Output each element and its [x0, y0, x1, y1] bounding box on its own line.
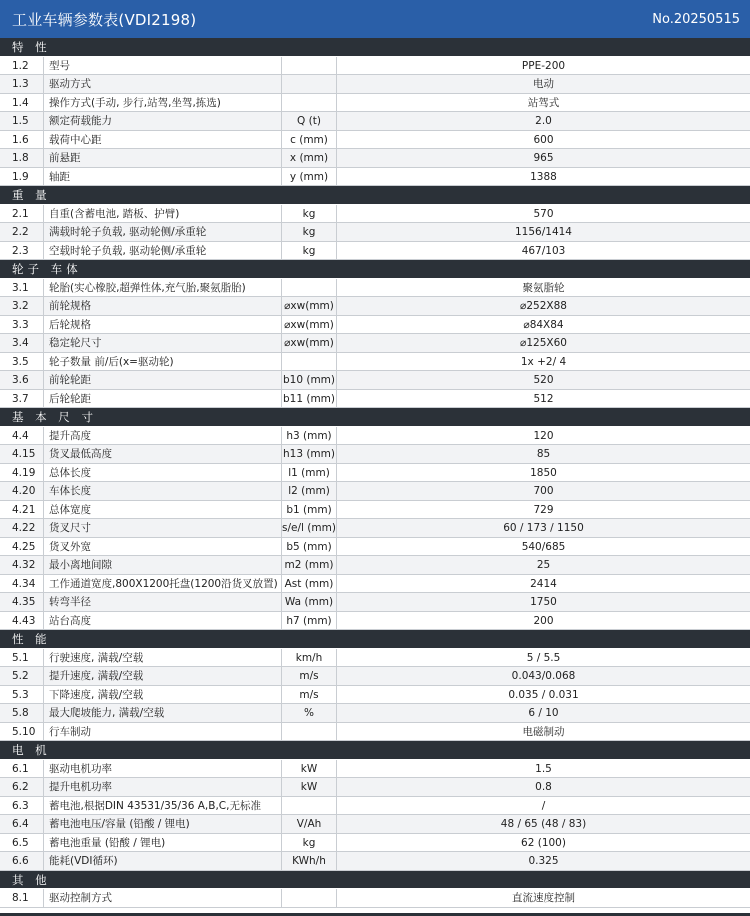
row-parameter: 行车制动 [44, 723, 282, 741]
row-parameter: 最大爬坡能力, 满载/空载 [44, 704, 282, 722]
table-row [0, 445, 750, 464]
table-row [0, 353, 750, 372]
row-parameter: 前轮轮距 [44, 371, 282, 389]
row-value: ⌀125X60 [520, 337, 567, 349]
row-value: 60 / 173 / 1150 [503, 522, 584, 534]
row-parameter: 满载时轮子负载, 驱动轮侧/承重轮 [44, 223, 282, 241]
table-row [0, 760, 750, 779]
row-value: 直流速度控制 [512, 892, 575, 904]
row-value: 0.035 / 0.031 [508, 688, 579, 701]
row-parameter: 工作通道宽度,800X1200托盘(1200沿货叉放置) [44, 575, 282, 593]
row-number: 6.5 [0, 834, 44, 852]
row-number: 5.10 [0, 723, 44, 741]
table-row [0, 297, 750, 316]
row-unit: m/s [282, 667, 337, 685]
table-row [0, 889, 750, 908]
table-row [0, 704, 750, 723]
row-value: 120 [533, 429, 554, 442]
row-unit: b1 (mm) [282, 501, 337, 519]
row-parameter: 额定荷载能力 [44, 112, 282, 130]
row-parameter: 货叉尺寸 [44, 519, 282, 537]
row-number: 8.1 [0, 889, 44, 907]
row-parameter: 驱动方式 [44, 75, 282, 93]
row-number: 4.32 [0, 556, 44, 574]
table-row [0, 390, 750, 409]
row-number: 4.20 [0, 482, 44, 500]
section-header: 性 能 [0, 630, 750, 649]
section-header: 特 性 [0, 38, 750, 57]
row-unit [282, 797, 337, 815]
row-unit: h3 (mm) [282, 427, 337, 445]
row-parameter: 提升高度 [44, 427, 282, 445]
row-value: 965 [533, 152, 554, 164]
table-row [0, 149, 750, 168]
table-row [0, 797, 750, 816]
row-unit: x (mm) [282, 149, 337, 167]
row-unit: Q (t) [282, 112, 337, 130]
row-number: 4.19 [0, 464, 44, 482]
row-parameter: 前悬距 [44, 149, 282, 167]
row-number: 5.1 [0, 649, 44, 667]
table-row [0, 815, 750, 834]
row-unit: KWh/h [282, 852, 337, 870]
row-number: 6.2 [0, 778, 44, 796]
table-row [0, 205, 750, 224]
row-value: 1x +2/ 4 [520, 355, 567, 368]
row-unit [282, 723, 337, 741]
row-unit: kg [282, 834, 337, 852]
row-parameter: 车体长度 [44, 482, 282, 500]
row-parameter: 货叉外宽 [44, 538, 282, 556]
row-unit: ⌀xw(mm) [282, 297, 337, 315]
row-parameter: 载荷中心距 [44, 131, 282, 149]
table-row [0, 667, 750, 686]
row-value: 700 [533, 485, 554, 497]
row-value: PPE-200 [521, 59, 566, 72]
table-row [0, 57, 750, 76]
document-number: No.20250515 [652, 11, 740, 27]
row-unit: y (mm) [282, 168, 337, 186]
row-value: 5 / 5.5 [526, 651, 561, 664]
row-parameter: 总体宽度 [44, 501, 282, 519]
table-row [0, 464, 750, 483]
row-parameter: 自重(含蓄电池, 踏板、护臂) [44, 205, 282, 223]
row-unit: ⌀xw(mm) [282, 316, 337, 334]
row-value: 1750 [530, 596, 557, 608]
row-number: 1.5 [0, 112, 44, 130]
row-value: 2.0 [535, 115, 552, 127]
row-unit: % [282, 704, 337, 722]
table-row [0, 723, 750, 742]
row-number: 2.1 [0, 205, 44, 223]
row-parameter: 蓄电池,根据DIN 43531/35/36 A,B,C,无标准 [44, 797, 282, 815]
row-parameter: 操作方式(手动, 步行,站驾,坐驾,拣选) [44, 94, 282, 112]
row-value: 电动 [533, 78, 554, 90]
row-number: 3.4 [0, 334, 44, 352]
row-parameter: 最小离地间隙 [44, 556, 282, 574]
table-row [0, 649, 750, 668]
table-row [0, 686, 750, 705]
row-unit: km/h [282, 649, 337, 667]
row-value: ⌀252X88 [520, 300, 567, 312]
row-parameter: 提升电机功率 [44, 778, 282, 796]
row-unit [282, 94, 337, 112]
row-unit: kg [282, 205, 337, 223]
table-row [0, 279, 750, 298]
row-parameter: 空载时轮子负载, 驱动轮侧/承重轮 [44, 242, 282, 260]
row-unit: h7 (mm) [282, 612, 337, 630]
table-row [0, 834, 750, 853]
row-number: 4.22 [0, 519, 44, 537]
row-value: 1388 [530, 170, 557, 183]
row-number: 1.6 [0, 131, 44, 149]
table-row [0, 556, 750, 575]
row-number: 2.3 [0, 242, 44, 260]
row-value: 0.043/0.068 [511, 670, 576, 682]
row-value: 1850 [530, 466, 557, 479]
row-unit: Wa (mm) [282, 593, 337, 611]
row-number: 1.9 [0, 168, 44, 186]
sheet-title: 工业车辆参数表(VDI2198) [12, 10, 197, 29]
row-value: 电磁制动 [522, 725, 565, 738]
row-unit: ⌀xw(mm) [282, 334, 337, 352]
row-unit [282, 279, 337, 297]
table-row [0, 334, 750, 353]
row-unit: m/s [282, 686, 337, 704]
row-parameter: 前轮规格 [44, 297, 282, 315]
row-parameter: 转弯半径 [44, 593, 282, 611]
row-number: 6.4 [0, 815, 44, 833]
table-row [0, 75, 750, 94]
row-unit: b10 (mm) [282, 371, 337, 389]
row-parameter: 蓄电池电压/容量 (铅酸 / 锂电) [44, 815, 282, 833]
row-unit: l1 (mm) [282, 464, 337, 482]
row-parameter: 驱动控制方式 [44, 889, 282, 907]
row-unit: s/e/l (mm) [282, 519, 337, 537]
row-unit: kW [282, 778, 337, 796]
table-row [0, 519, 750, 538]
table-row [0, 538, 750, 557]
row-number: 6.3 [0, 797, 44, 815]
row-number: 3.7 [0, 390, 44, 408]
table-row [0, 131, 750, 150]
row-unit [282, 889, 337, 907]
row-value: 729 [533, 503, 554, 516]
table-row [0, 575, 750, 594]
row-value: 25 [536, 559, 551, 571]
header-bar [0, 0, 750, 38]
table-row [0, 223, 750, 242]
table-row [0, 852, 750, 871]
table-row [0, 501, 750, 520]
table-row [0, 778, 750, 797]
row-parameter: 提升速度, 满载/空载 [44, 667, 282, 685]
row-number: 1.8 [0, 149, 44, 167]
row-unit [282, 57, 337, 75]
table-row [0, 94, 750, 113]
row-unit: kW [282, 760, 337, 778]
row-number: 4.35 [0, 593, 44, 611]
row-number: 6.1 [0, 760, 44, 778]
row-unit: b5 (mm) [282, 538, 337, 556]
row-number: 5.2 [0, 667, 44, 685]
row-number: 4.15 [0, 445, 44, 463]
row-parameter: 能耗(VDI循环) [44, 852, 282, 870]
section-header: 电 机 [0, 741, 750, 760]
row-value: 0.325 [528, 855, 559, 867]
row-parameter: 总体长度 [44, 464, 282, 482]
row-unit [282, 75, 337, 93]
row-unit: b11 (mm) [282, 390, 337, 408]
row-number: 5.3 [0, 686, 44, 704]
table-row [0, 612, 750, 631]
row-value: 2414 [530, 577, 557, 590]
section-header: 重 量 [0, 186, 750, 205]
row-number: 1.3 [0, 75, 44, 93]
row-unit: h13 (mm) [282, 445, 337, 463]
row-unit: kg [282, 242, 337, 260]
row-value: 200 [533, 614, 554, 627]
row-parameter: 稳定轮尺寸 [44, 334, 282, 352]
row-parameter: 下降速度, 满载/空载 [44, 686, 282, 704]
row-number: 4.43 [0, 612, 44, 630]
row-unit: c (mm) [282, 131, 337, 149]
row-number: 3.6 [0, 371, 44, 389]
row-parameter: 后轮轮距 [44, 390, 282, 408]
row-value: 540/685 [521, 540, 566, 553]
table-row [0, 316, 750, 335]
row-parameter: 蓄电池重量 (铅酸 / 锂电) [44, 834, 282, 852]
row-value: 62 (100) [521, 836, 566, 849]
row-value: ⌀84X84 [523, 318, 564, 331]
row-value: 600 [533, 133, 554, 146]
row-value: 85 [536, 448, 551, 460]
row-parameter: 驱动电机功率 [44, 760, 282, 778]
row-parameter: 站台高度 [44, 612, 282, 630]
row-value: 512 [533, 392, 554, 405]
row-value: 1156/1414 [515, 226, 572, 238]
section-header: 基 本 尺 寸 [0, 408, 750, 427]
row-parameter: 轴距 [44, 168, 282, 186]
row-number: 5.8 [0, 704, 44, 722]
row-value: 0.8 [535, 781, 552, 793]
table-row [0, 168, 750, 187]
row-parameter: 型号 [44, 57, 282, 75]
table-row [0, 427, 750, 446]
row-number: 1.4 [0, 94, 44, 112]
row-number: 1.2 [0, 57, 44, 75]
row-value: 48 / 65 (48 / 83) [500, 818, 587, 830]
row-number: 6.6 [0, 852, 44, 870]
row-unit: m2 (mm) [282, 556, 337, 574]
row-value: 467/103 [521, 244, 566, 257]
section-header: 其 他 [0, 871, 750, 890]
table-row [0, 242, 750, 261]
row-unit: V/Ah [282, 815, 337, 833]
row-unit [282, 353, 337, 371]
row-parameter: 轮胎(实心橡胶,超弹性体,充气胎,聚氨脂胎) [44, 279, 282, 297]
table-row [0, 371, 750, 390]
row-parameter: 货叉最低高度 [44, 445, 282, 463]
spec-table [0, 38, 750, 908]
row-value: 570 [533, 207, 554, 220]
row-number: 3.1 [0, 279, 44, 297]
row-number: 4.25 [0, 538, 44, 556]
row-number: 4.34 [0, 575, 44, 593]
row-unit: kg [282, 223, 337, 241]
row-parameter: 后轮规格 [44, 316, 282, 334]
table-row [0, 482, 750, 501]
row-value: 站驾式 [527, 96, 560, 109]
row-value: / [541, 799, 546, 812]
row-unit: l2 (mm) [282, 482, 337, 500]
row-number: 3.5 [0, 353, 44, 371]
row-number: 2.2 [0, 223, 44, 241]
row-number: 4.4 [0, 427, 44, 445]
row-unit: Ast (mm) [282, 575, 337, 593]
row-value: 520 [533, 374, 554, 386]
row-number: 3.3 [0, 316, 44, 334]
row-parameter: 轮子数量 前/后(x=驱动轮) [44, 353, 282, 371]
row-number: 4.21 [0, 501, 44, 519]
table-row [0, 593, 750, 612]
section-header: 轮子 车体 [0, 260, 750, 279]
row-parameter: 行驶速度, 满载/空载 [44, 649, 282, 667]
row-number: 3.2 [0, 297, 44, 315]
row-value: 聚氨脂轮 [522, 281, 565, 294]
row-value: 1.5 [535, 762, 552, 775]
table-row [0, 112, 750, 131]
row-value: 6 / 10 [528, 707, 559, 719]
